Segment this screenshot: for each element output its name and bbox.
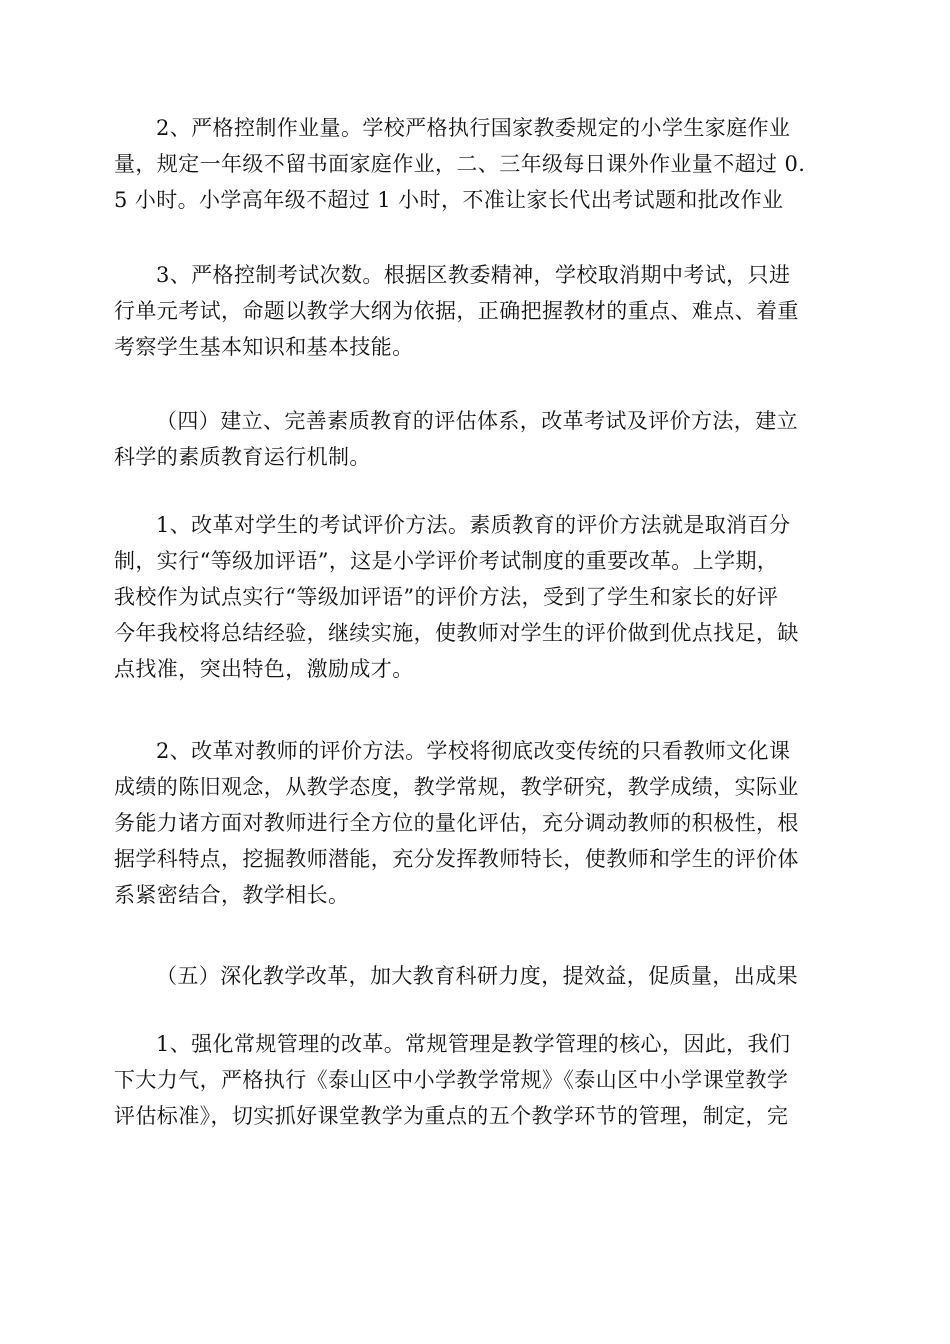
paragraph-routine-management bbox=[114, 1026, 840, 1134]
paragraph-teacher-evaluation bbox=[114, 733, 840, 913]
text-line: 行单元考试，命题以教学大纲为依据，正确把握教材的重点、难点、着重 bbox=[114, 299, 799, 323]
text-line: 量，规定一年级不留书面家庭作业，二、三年级每日课外作业量不超过 0. bbox=[114, 152, 806, 176]
text-line: 成绩的陈旧观念，从教学态度，教学常规，教学研究，教学成绩，实际业 bbox=[114, 775, 799, 799]
text-line: 据学科特点，挖掘教师潜能，充分发挥教师特长，使教师和学生的评价体 bbox=[114, 847, 799, 871]
text-line: 务能力诸方面对教师进行全方位的量化评估，充分调动教师的积极性，根 bbox=[114, 811, 799, 835]
paragraph-student-evaluation bbox=[114, 507, 840, 687]
text-line: （五）深化教学改革，加大教育科研力度，提效益，促质量，出成果 bbox=[156, 964, 798, 988]
text-line: （四）建立、完善素质教育的评估体系，改革考试及评价方法，建立 bbox=[156, 409, 798, 433]
text-line: 科学的素质教育运行机制。 bbox=[114, 445, 371, 469]
text-line: 系紧密结合，教学相长。 bbox=[114, 883, 350, 907]
text-line: 下大力气，严格执行《泰山区中小学教学常规》《泰山区中小学课堂教学 bbox=[114, 1068, 789, 1092]
section-heading-four bbox=[114, 403, 840, 475]
text-line: 点找准，突出特色，激励成才。 bbox=[114, 657, 414, 681]
text-line: 我校作为试点实行“等级加评语”的评价方法，受到了学生和家长的好评 bbox=[114, 585, 779, 609]
text-line: 制，实行“等级加评语”，这是小学评价考试制度的重要改革。上学期， bbox=[114, 549, 779, 573]
text-line: 评估标准》，切实抓好课堂教学为重点的五个教学环节的管理，制定，完 bbox=[114, 1104, 789, 1128]
text-line: 考察学生基本知识和基本技能。 bbox=[114, 335, 414, 359]
paragraph-homework-control bbox=[114, 110, 840, 218]
text-line: 1、改革对学生的考试评价方法。素质教育的评价方法就是取消百分 bbox=[156, 513, 791, 537]
text-line: 1、强化常规管理的改革。常规管理是教学管理的核心，因此，我们 bbox=[156, 1032, 791, 1056]
text-line: 今年我校将总结经验，继续实施，使教师对学生的评价做到优点找足，缺 bbox=[114, 621, 799, 645]
text-line: 5 小时。小学高年级不超过 1 小时，不准让家长代出考试题和批改作业 bbox=[114, 188, 784, 212]
text-line: 2、严格控制作业量。学校严格执行国家教委规定的小学生家庭作业 bbox=[156, 116, 791, 140]
section-heading-five bbox=[114, 958, 840, 994]
text-line: 3、严格控制考试次数。根据区教委精神，学校取消期中考试，只进 bbox=[156, 263, 791, 287]
paragraph-exam-count-control bbox=[114, 257, 840, 365]
text-line: 2、改革对教师的评价方法。学校将彻底改变传统的只看教师文化课 bbox=[156, 739, 791, 763]
